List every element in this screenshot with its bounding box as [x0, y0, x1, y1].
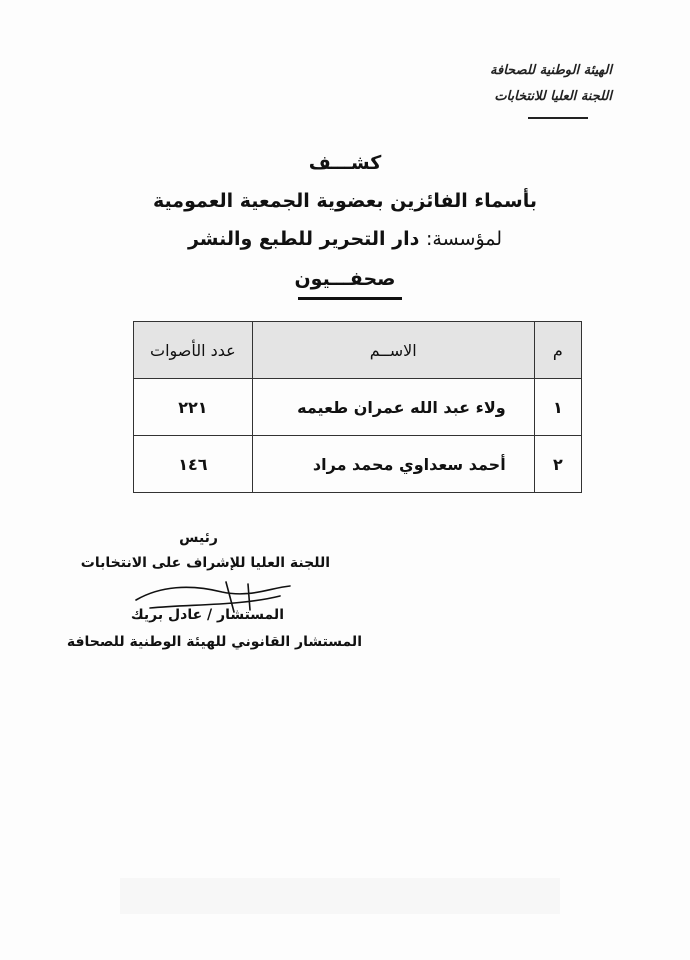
stamp-underline — [528, 117, 588, 119]
header-name: الاســم — [252, 322, 534, 379]
row-votes: ٢٢١ — [134, 379, 253, 436]
stamp-line-committee: اللجنة العليا للانتخابات — [494, 89, 612, 104]
signature-president-label: رئيس — [179, 530, 218, 546]
category-underline — [298, 297, 402, 300]
organization-label: لمؤسسة: — [426, 228, 503, 250]
organization-line — [0, 228, 690, 250]
row-number: ١ — [534, 379, 581, 436]
table-header-row — [134, 322, 582, 379]
table-row — [134, 379, 582, 436]
row-votes: ١٤٦ — [134, 436, 253, 493]
stamp — [462, 58, 612, 110]
signature-legal-title: المستشار القانوني للهيئة الوطنية للصحافة — [66, 634, 362, 650]
table-row — [134, 436, 582, 493]
header-votes: عدد الأصوات — [134, 322, 253, 379]
signature-counselor: المستشار / عادل بريك — [130, 607, 284, 623]
document-title: كشـــف — [308, 152, 382, 174]
scan-artifact — [120, 878, 560, 914]
signature-committee: اللجنة العليا للإشراف على الانتخابات — [80, 555, 330, 571]
row-name: ولاء عبد الله عمران طعيمه — [252, 379, 534, 436]
winners-table — [133, 321, 582, 493]
organization-name: دار التحرير للطبع والنشر — [187, 228, 420, 250]
stamp-line-authority: الهيئة الوطنية للصحافة — [490, 63, 612, 78]
header-number: م — [534, 322, 581, 379]
row-name: أحمد سعداوي محمد مراد — [252, 436, 534, 493]
row-number: ٢ — [534, 436, 581, 493]
category-heading: صحفـــيون — [294, 268, 396, 290]
document-subtitle: بأسماء الفائزين بعضوية الجمعية العمومية — [153, 190, 537, 212]
